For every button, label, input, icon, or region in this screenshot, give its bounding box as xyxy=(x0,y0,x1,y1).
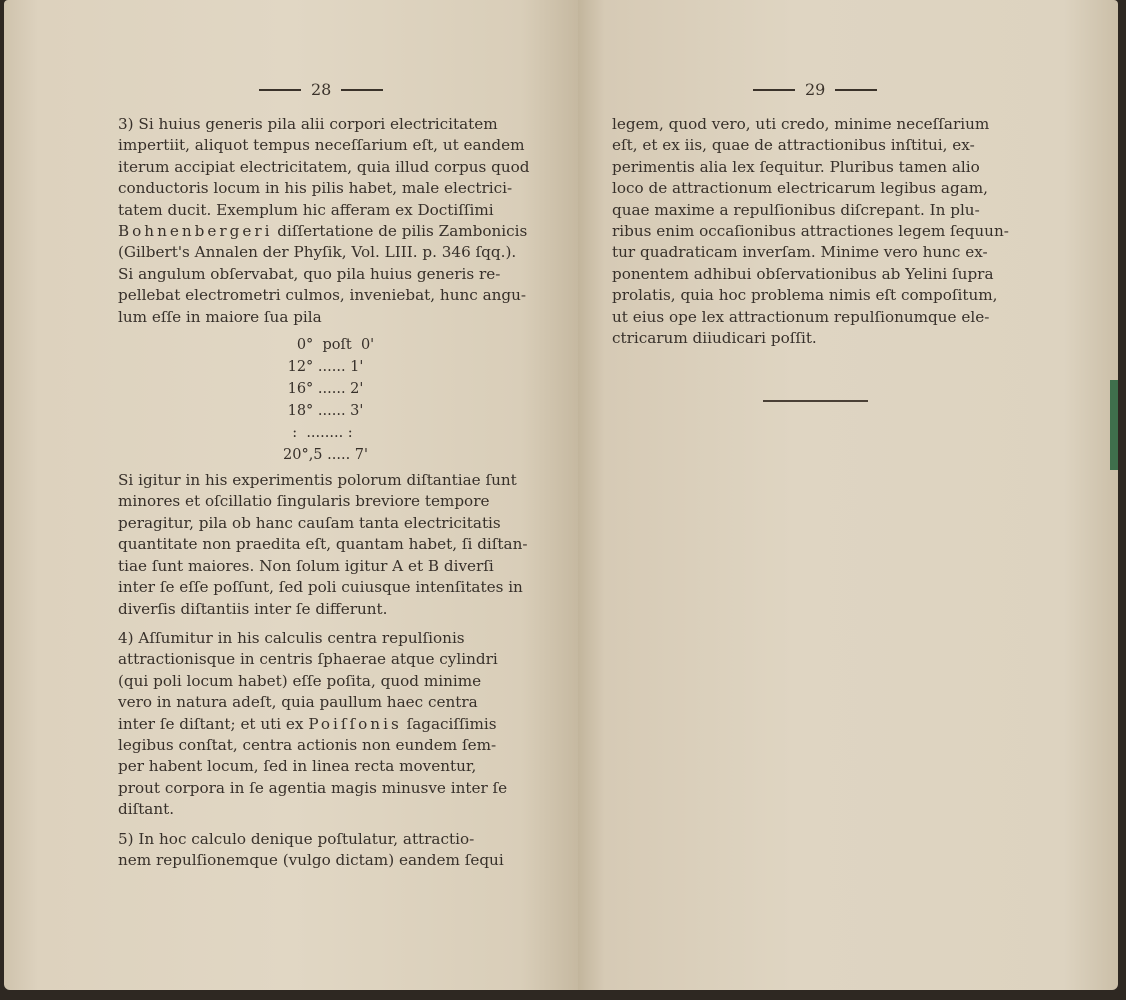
table-row: 0° poſt 0' xyxy=(283,337,375,354)
text-line: eſt, et ex iis, quae de attractionibus inſtitui, ex- xyxy=(612,136,975,155)
text-line: 3) Si huius generis pila alii corpori electricitatem xyxy=(118,115,498,133)
text-line: tatem ducit. Exemplum hic afferam ex Doctiſſimi xyxy=(118,200,494,219)
text-line: legibus conſtat, centra actionis non eundem ſem- xyxy=(118,735,497,754)
author-name: Bohnenbergeri xyxy=(118,222,273,241)
text-line: loco de attractionum electricarum legibus agam, xyxy=(612,179,988,198)
paragraph-continued xyxy=(612,114,1037,349)
text-line: impertiit, aliquot tempus neceſſarium eſt, ut eandem xyxy=(118,136,525,155)
text-line: prolatis, quia hoc problema nimis eſt compoſitum, xyxy=(612,286,998,305)
text-line: diſſertatione de pilis Zambonicis xyxy=(272,222,528,241)
text-line: lum eſſe in maiore ſua pila xyxy=(118,307,322,326)
header-dash xyxy=(753,89,795,91)
text-line: perimentis alia lex ſequitur. Pluribus tamen alio xyxy=(612,157,980,176)
text-line: nem repulſionemque (vulgo dictam) eandem ſequi xyxy=(118,850,504,869)
table-row: 12° ...... 1' xyxy=(283,359,364,376)
text-line: legem, quod vero, uti credo, minime neceſſarium xyxy=(612,115,990,133)
text-line: Si igitur in his experimentis polorum diſtantiae ſunt xyxy=(118,471,517,490)
left-page xyxy=(4,0,578,990)
text-line: Si angulum obſervabat, quo pila huius generis re- xyxy=(118,264,501,283)
paragraph-si-igitur xyxy=(118,470,542,620)
angle-table xyxy=(118,334,542,466)
text-line: diverſis diſtantiis inter ſe differunt. xyxy=(118,599,388,618)
header-dash xyxy=(835,89,877,91)
text-line: vero in natura adeſt, quia paullum haec centra xyxy=(118,693,478,712)
text-line: (qui poli locum habet) eſſe poſita, quod minime xyxy=(118,671,482,690)
left-page-body xyxy=(118,114,542,871)
text-line: ut eius ope lex attractionum repulſionumque ele- xyxy=(612,307,990,326)
text-line: inter ſe diſtant; et uti ex xyxy=(118,714,309,733)
right-page xyxy=(578,0,1118,990)
table-row: : ........ : xyxy=(283,425,353,442)
page-number-right: 29 xyxy=(805,80,826,99)
text-line: (Gilbert's Annalen der Phyſik, Vol. LIII. p. 346 ſqq.). xyxy=(118,243,517,262)
text-line: per habent locum, ſed in linea recta moventur, xyxy=(118,757,477,776)
text-line: ſagaciſſimis xyxy=(401,714,497,733)
paragraph-5 xyxy=(118,829,542,872)
page-number-left: 28 xyxy=(311,80,332,99)
text-line: prout corpora in ſe agentia magis minusve inter ſe xyxy=(118,778,508,797)
text-line: 5) In hoc calculo denique poſtulatur, attractio- xyxy=(118,829,475,848)
book-edge-tab xyxy=(1110,380,1118,470)
author-name: Poiſſonis xyxy=(308,714,402,733)
text-line: attractionisque in centris ſphaerae atque cylindri xyxy=(118,650,498,669)
text-line: tiae ſunt maiores. Non ſolum igitur A et B diverſi xyxy=(118,556,494,575)
text-line: ctricarum diiudicari poſſit. xyxy=(612,329,817,348)
table-row: 18° ...... 3' xyxy=(283,403,364,420)
text-line: diſtant. xyxy=(118,800,175,819)
section-end-rule xyxy=(763,400,868,402)
text-line: 4) Aſſumitur in his calculis centra repulſionis xyxy=(118,628,465,647)
text-line: ponentem adhibui obſervationibus ab Yelini ſupra xyxy=(612,264,994,283)
paragraph-3 xyxy=(118,114,542,328)
text-line: quae maxime a repulſionibus diſcrepant. In plu- xyxy=(612,200,980,219)
text-line: conductoris locum in his pilis habet, male electrici- xyxy=(118,179,513,198)
text-line: inter ſe eſſe poſſunt, ſed poli cuiusque intenſitates in xyxy=(118,578,523,597)
text-line: ribus enim occaſionibus attractiones legem ſequun- xyxy=(612,222,1009,241)
text-line: peragitur, pila ob hanc cauſam tanta electricitatis xyxy=(118,513,501,532)
header-dash xyxy=(259,89,301,91)
right-page-header xyxy=(753,80,877,99)
text-line: iterum accipiat electricitatem, quia illud corpus quod xyxy=(118,157,530,176)
header-dash xyxy=(341,89,383,91)
right-page-body xyxy=(612,114,1037,349)
text-line: tur quadraticam inverſam. Minime vero hunc ex- xyxy=(612,243,988,262)
left-page-header xyxy=(259,80,383,99)
text-line: quantitate non praedita eſt, quantam habet, ſi diſtan- xyxy=(118,535,528,554)
table-row: 16° ...... 2' xyxy=(283,381,364,398)
table-row: 20°,5 ..... 7' xyxy=(283,447,369,464)
paragraph-4 xyxy=(118,628,542,821)
text-line: minores et oſcillatio ſingularis breviore tempore xyxy=(118,492,490,511)
text-line: pellebat electrometri culmos, inveniebat, hunc angu- xyxy=(118,286,527,305)
